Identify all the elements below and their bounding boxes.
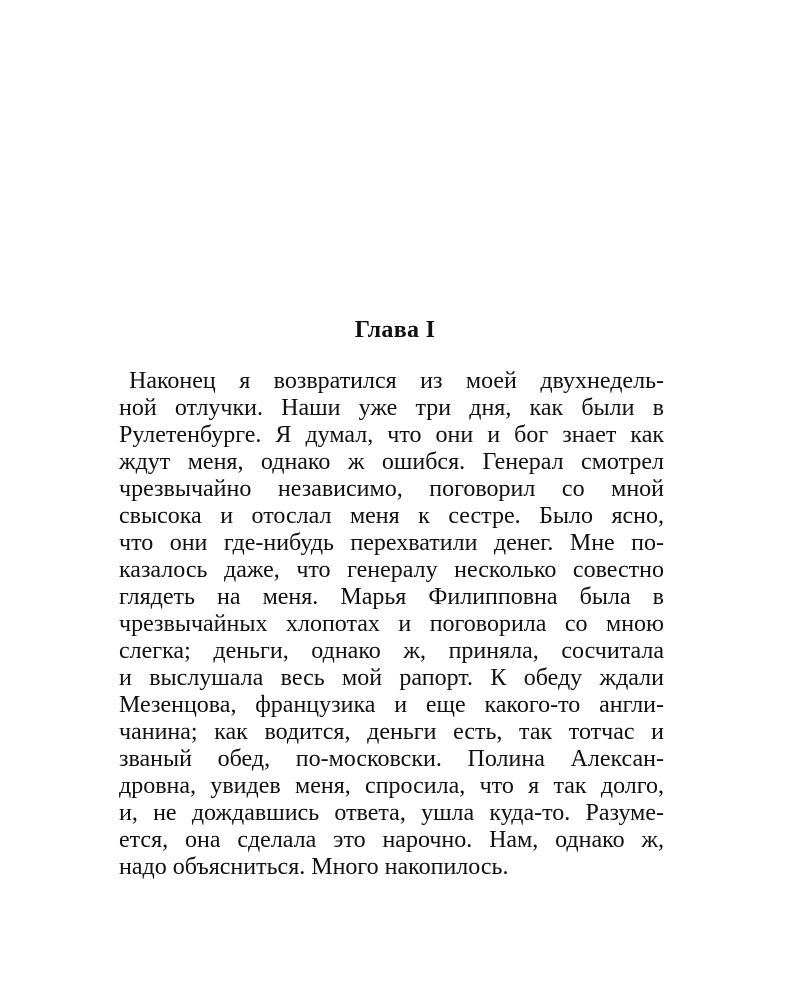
text-line: что они где-нибудь перехватили денег. Мне по-: [119, 530, 664, 556]
text-line: Мезенцова, французика и еще какого-то англи-: [119, 692, 664, 718]
text-line: и выслушала весь мой рапорт. К обеду ждали: [119, 665, 664, 691]
text-line: чанина; как водится, деньги есть, так тотчас и: [119, 719, 664, 745]
text-line: казалось даже, что генералу несколько совестно: [119, 557, 664, 583]
text-line: чрезвычайных хлопотах и поговорила со мною: [119, 611, 664, 637]
text-line: званый обед, по-московски. Полина Алексан-: [119, 746, 664, 772]
text-line: ется, она сделала это нарочно. Нам, однако ж,: [119, 827, 664, 853]
text-line: ждут меня, однако ж ошибся. Генерал смотрел: [119, 449, 664, 475]
text-line: слегка; деньги, однако ж, приняла, сосчитала: [119, 638, 664, 664]
text-line: Наконец я возвратился из моей двухнедель-: [129, 368, 664, 394]
text-line: чрезвычайно независимо, поговорил со мной: [119, 476, 664, 502]
text-line: дровна, увидев меня, спросила, что я так долго,: [119, 773, 664, 799]
text-line: Рулетенбурге. Я думал, что они и бог знает как: [119, 422, 664, 448]
chapter-paragraph: [119, 368, 664, 881]
text-line: ной отлучки. Наши уже три дня, как были в: [119, 395, 664, 421]
text-line: и, не дождавшись ответа, ушла куда-то. Разуме-: [119, 800, 664, 826]
text-line: надо объясниться. Много накопилось.: [119, 854, 509, 880]
text-line: глядеть на меня. Марья Филипповна была в: [119, 584, 664, 610]
chapter-title: Глава I: [354, 317, 436, 343]
text-line: свысока и отослал меня к сестре. Было ясно,: [119, 503, 664, 529]
